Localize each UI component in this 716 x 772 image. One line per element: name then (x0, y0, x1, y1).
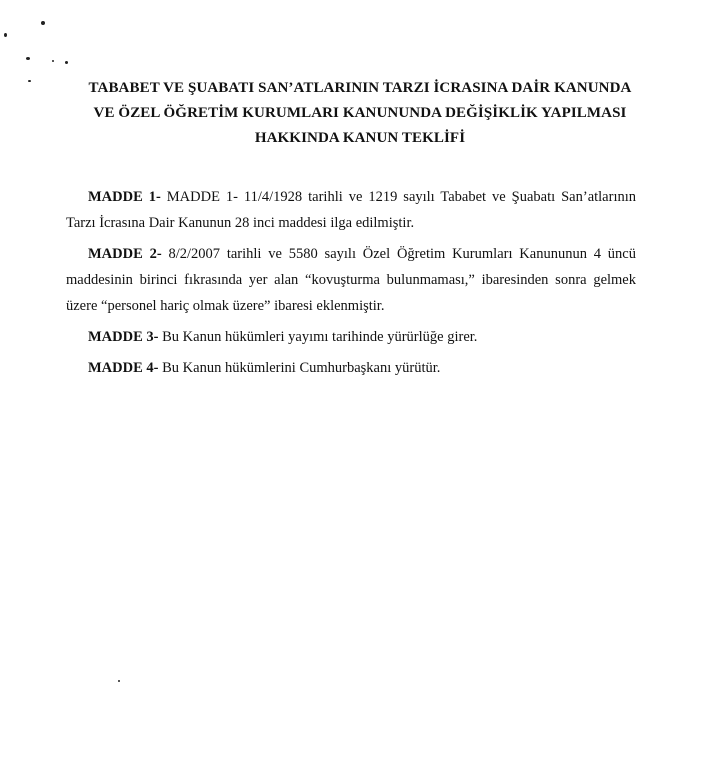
scan-speck (28, 80, 31, 82)
scan-speck (41, 21, 45, 25)
article-1-label: MADDE 1- (88, 189, 161, 205)
scan-speck (4, 33, 7, 37)
article-1 (66, 184, 636, 236)
title-line-1: TABABET VE ŞUABATI SAN’ATLARININ TARZI İCRASINA DAİR KANUNDA (88, 80, 632, 96)
scan-speck (65, 61, 68, 64)
article-1-text: MADDE 1- 11/4/1928 tarihli ve 1219 sayılı Tababet ve Şuabatı San’atlarının Tarzı İcrasına Dair Kanunun 28 inci maddesi ilga edilmiştir. (66, 189, 637, 231)
article-4-text: Bu Kanun hükümlerini Cumhurbaşkanı yürütür. (162, 360, 441, 376)
article-3-text: Bu Kanun hükümleri yayımı tarihinde yürürlüğe girer. (162, 329, 478, 345)
scan-speck (52, 60, 54, 62)
article-2 (66, 241, 636, 319)
scan-speck (118, 680, 120, 682)
document-body (66, 184, 636, 386)
article-4 (66, 355, 636, 381)
article-3-label: MADDE 3- (88, 329, 159, 345)
article-4-label: MADDE 4- (88, 360, 159, 376)
document-title (60, 76, 660, 151)
article-3 (66, 324, 636, 350)
article-2-label: MADDE 2- (88, 246, 162, 262)
title-line-3: HAKKINDA KANUN TEKLİFİ (254, 130, 466, 146)
title-line-2: VE ÖZEL ÖĞRETİM KURUMLARI KANUNUNDA DEĞİŞİKLİK YAPILMASI (93, 105, 627, 121)
scan-speck (26, 57, 30, 60)
article-2-text: 8/2/2007 tarihli ve 5580 sayılı Özel Öğretim Kurumları Kanununun 4 üncü maddesinin birinci fıkrasında yer alan “kovuşturma bulunmaması,” ibaresinden sonra gelmek üzere “personel hariç olmak üzere” ibaresi eklenmiştir. (66, 246, 636, 314)
